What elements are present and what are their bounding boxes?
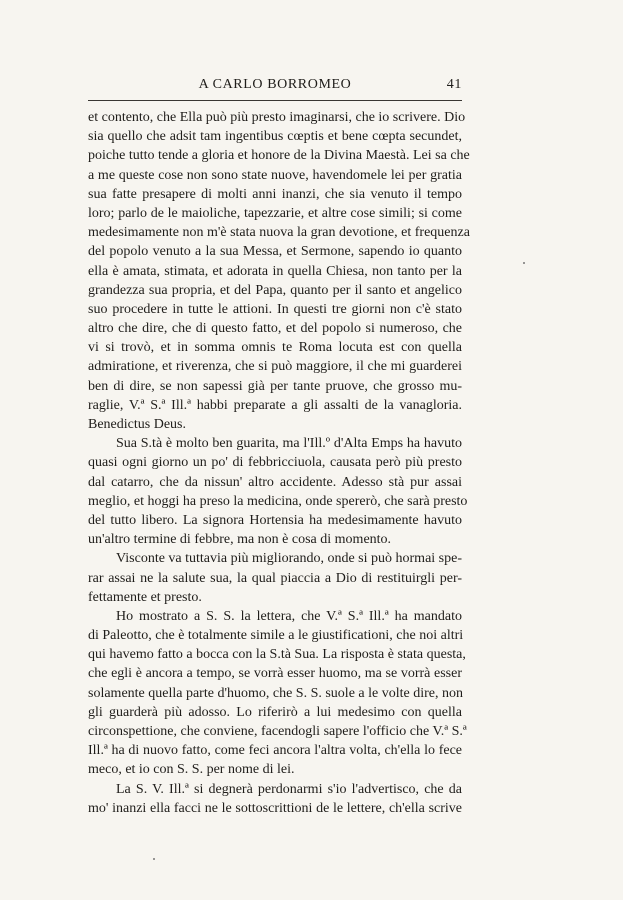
text-line: grandezza sua propria, et del Papa, quanto per il santo et angelico (88, 282, 462, 298)
text-line: rar assai ne la salute sua, la qual piaccia a Dio di restituirgli per- (88, 570, 462, 586)
header-rule (88, 100, 462, 101)
page-header (88, 77, 462, 97)
text-line: a me queste cose non sono state nuove, havendomele lei per gratia (88, 167, 462, 183)
text-line: solamente quella parte d'huomo, che S. S. suole a le volte dire, non (88, 685, 463, 701)
text-line: suo procedere in tutte le attioni. In questi tre giorni non c'è stato (88, 301, 462, 317)
text-line: Benedictus Deus. (88, 417, 186, 432)
text-line: di Paleotto, che è totalmente simile a le giustificationi, che noi altri (88, 628, 464, 644)
paper-speck (153, 858, 155, 860)
text-line: Visconte va tuttavia più migliorando, onde si può hormai spe- (116, 551, 462, 567)
text-line: fettamente et presto. (88, 589, 202, 605)
text-line: quasi ogni giorno un po' di febbricciuola, causata però più presto (88, 455, 462, 471)
paper-speck (523, 262, 525, 264)
text-line: un'altro termine di febbre, ma non è cosa di momento. (88, 532, 392, 548)
text-line: meco, et io con S. S. per nome di lei. (88, 762, 295, 778)
text-line: mo' inanzi ella facci ne le sottoscrittioni de le lettere, ch'ella scrive (88, 800, 462, 816)
text-line: che egli è ancora a tempo, se vorrà esser huomo, ma se vorrà esser (88, 666, 462, 682)
text-line: raglie, V.ª S.ª Ill.ª habbi preparate a gli assalti de la vanagloria. (88, 397, 462, 413)
running-title: A CARLO BORROMEO (198, 77, 352, 92)
text-line: del tutto libero. La signora Hortensia ha medesimamente havuto (88, 512, 462, 528)
text-line: La S. V. Ill.ª si degnerà perdonarmi s'io l'advertisco, che da (116, 781, 462, 797)
page-number: 41 (446, 77, 462, 92)
text-line: circonspettione, che conviene, facendogli sapere l'officio che V.ª S.ª (88, 724, 467, 739)
text-line: gli guarderà più adosso. Lo riferirò a lui medesimo con quella (88, 704, 462, 720)
text-line: meglio, et hoggi ha preso la medicina, onde spererò, che sarà presto (88, 493, 468, 509)
text-line: qui havemo fatto a bocca con la S.tà Sua. La risposta è stata questa, (88, 647, 466, 663)
text-line: sua fatte presapere di molti anni inanzi, che sia venuto il tempo (88, 186, 462, 202)
text-line: del popolo venuto a la sua Messa, et Sermone, sapendo io quanto (88, 244, 462, 260)
text-line: poiche tutto tende a gloria et honore de la Divina Maestà. Lei sa che (88, 148, 470, 164)
text-line: admiratione, et riverenza, che si può maggiore, il che mi guarderei (88, 359, 462, 375)
text-line: altro che dire, che di questo fatto, et del popolo si numeroso, che (88, 321, 462, 337)
text-line: et contento, che Ella può più presto imaginarsi, che io scrivere. Dio (88, 110, 466, 125)
text-line: Sua S.tà è molto ben guarita, ma l'Ill.º d'Alta Emps ha havuto (116, 436, 462, 452)
text-line: sia quello che adsit tam ingentibus cœptis et bene cœpta secundet, (88, 129, 462, 145)
text-line: loro; parlo de le maioliche, tapezzarie, et altre cose simili; si come (88, 205, 462, 221)
text-line: ella è amata, stimata, et adorata in quella Chiesa, non tanto per la (88, 263, 462, 279)
text-line: Ho mostrato a S. S. la lettera, che V.ª S.ª Ill.ª ha mandato (116, 608, 462, 624)
text-line: dal catarro, che da nissun' altro accidente. Adesso stà pur assai (88, 474, 462, 490)
text-line: Ill.ª ha di nuovo fatto, come feci ancora l'altra volta, ch'ella lo fece (88, 743, 462, 759)
letter-text (88, 108, 470, 818)
text-line: medesimamente non m'è stata nuova la gran devotione, et frequenza (88, 225, 470, 241)
text-line: ben di dire, se non sapessi già per tante pruove, che grosso mu- (88, 378, 462, 394)
text-line: vi si trovò, et in somma omnis te Roma locuta est con quella (88, 340, 462, 356)
